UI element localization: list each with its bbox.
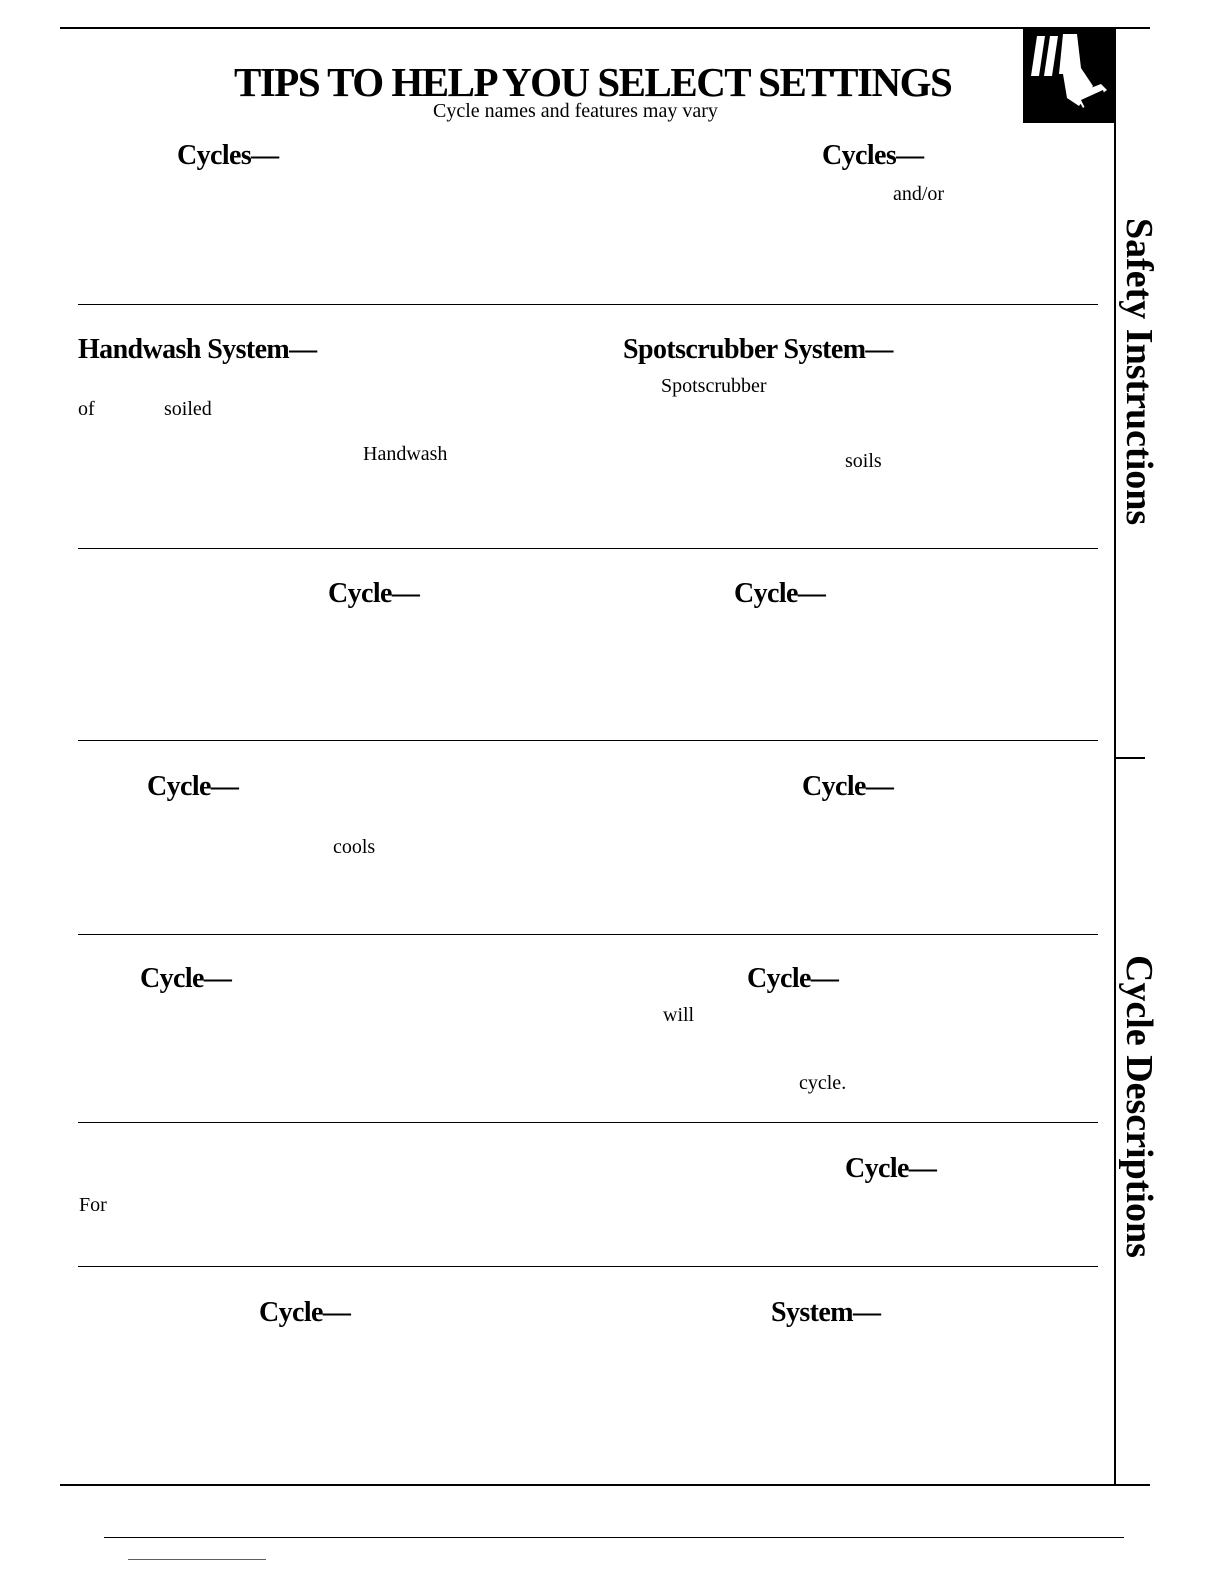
section-heading: Cycles—: [822, 140, 924, 171]
body-fragment: of: [78, 398, 95, 420]
section-heading: Cycle—: [328, 578, 420, 609]
section-heading: Cycle—: [140, 963, 232, 994]
body-fragment: soils: [845, 450, 882, 472]
body-fragment: Spotscrubber: [661, 375, 767, 397]
body-fragment: will: [663, 1004, 695, 1026]
row-separator: [78, 1266, 1098, 1267]
section-heading: Cycles—: [177, 140, 279, 171]
top-rule: [60, 27, 1150, 29]
tab-divider: [1114, 757, 1145, 759]
section-heading: Cycle—: [259, 1297, 351, 1328]
section-heading: Cycle—: [802, 771, 894, 802]
hand-pressing-button-icon: [1023, 28, 1116, 123]
bottom-rule: [60, 1484, 1150, 1486]
body-fragment: soiled: [164, 398, 212, 420]
body-fragment: cycle.: [799, 1072, 847, 1094]
side-tab-cycle-descriptions: Cycle Descriptions: [1118, 955, 1160, 1258]
section-heading: Cycle—: [747, 963, 839, 994]
right-tab-rule: [1114, 27, 1116, 1485]
row-separator: [78, 304, 1098, 305]
page-title: TIPS TO HELP YOU SELECT SETTINGS: [234, 59, 952, 105]
section-heading: Cycle—: [734, 578, 826, 609]
body-fragment: For: [79, 1194, 107, 1216]
section-heading: Spotscrubber System—: [623, 334, 893, 365]
body-fragment: and/or: [893, 183, 945, 205]
side-tab-safety-instructions: Safety Instructions: [1118, 218, 1160, 526]
section-heading: System—: [771, 1297, 881, 1328]
section-heading: Handwash System—: [78, 334, 317, 365]
page-subtitle: Cycle names and features may vary: [433, 100, 718, 122]
row-separator: [78, 548, 1098, 549]
body-fragment: Handwash: [363, 443, 448, 465]
body-fragment: cools: [333, 836, 376, 858]
row-separator: [78, 740, 1098, 741]
section-heading: Cycle—: [147, 771, 239, 802]
footer-rule: [104, 1537, 1124, 1538]
section-heading: Cycle—: [845, 1153, 937, 1184]
footer-link-underline: [128, 1559, 266, 1560]
row-separator: [78, 1122, 1098, 1123]
row-separator: [78, 934, 1098, 935]
